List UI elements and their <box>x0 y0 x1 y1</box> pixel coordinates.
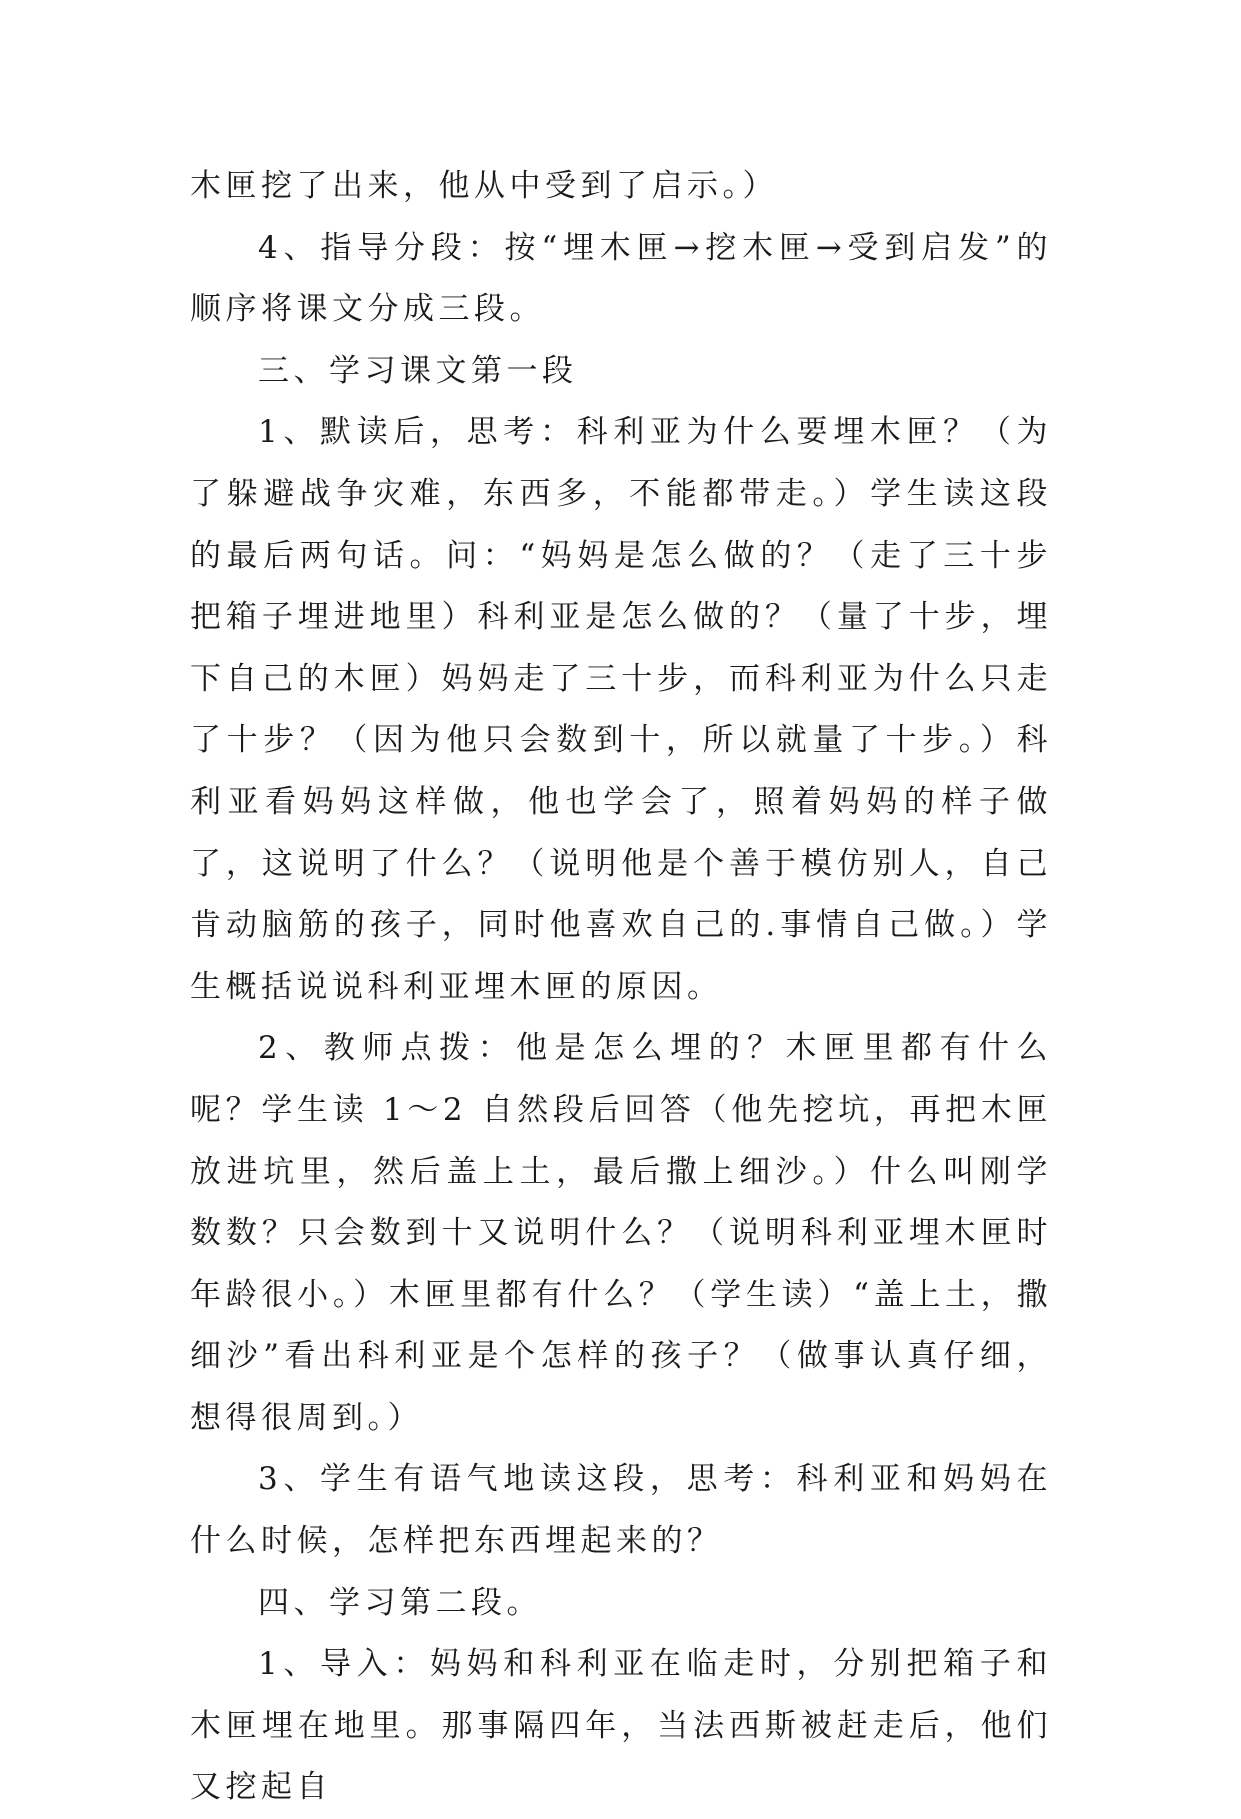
section-heading-4: 四、学习第二段。 <box>258 1584 542 1621</box>
paragraph-1: 木匣挖了出来，他从中受到了启示。） <box>190 168 778 204</box>
paragraph-6: 3、学生有语气地读这段，思考：科利亚和妈妈在什么时候，怎样把东西埋起来的？ <box>190 1461 1052 1560</box>
paragraph-2: 4、指导分段：按“埋木匣→挖木匣→受到启发”的顺序将课文分成三段。 <box>190 229 1052 328</box>
paragraph-5: 2、教师点拨：他是怎么埋的？木匣里都有什么呢？学生读 1～2 自然段后回答（他先挖坑，再把木匣放进坑里，然后盖上土，最后撒上细沙。）什么叫刚学数数？只会数到十又说明什么？（说明科利亚埋木匣时年龄很小。）木匣里都有什么？（学生读）“盖上土，撒细沙”看出科利亚是个怎样的孩子？（做事认真仔细，想得很周到。） <box>190 1030 1052 1436</box>
paragraph-8: 1、导入：妈妈和科利亚在临走时，分别把箱子和木匣埋在地里。那事隔四年，当法西斯被赶走后，他们又挖起自 <box>190 1646 1052 1806</box>
document-body <box>190 156 1052 1819</box>
paragraph-4: 1、默读后，思考：科利亚为什么要埋木匣？（为了躲避战争灾难，东西多，不能都带走。）学生读这段的最后两句话。问：“妈妈是怎么做的？（走了三十步把箱子埋进地里）科利亚是怎么做的？（量了十步，埋下自己的木匣）妈妈走了三十步，而科利亚为什么只走了十步？（因为他只会数到十，所以就量了十步。）科利亚看妈妈这样做，他也学会了，照着妈妈的样子做了，这说明了什么？（说明他是个善于模仿别人，自己肯动脑筋的孩子，同时他喜欢自己的.事情自己做。）学生概括说说科利亚埋木匣的原因。 <box>190 414 1052 1005</box>
section-heading-3: 三、学习课文第一段 <box>258 352 578 389</box>
